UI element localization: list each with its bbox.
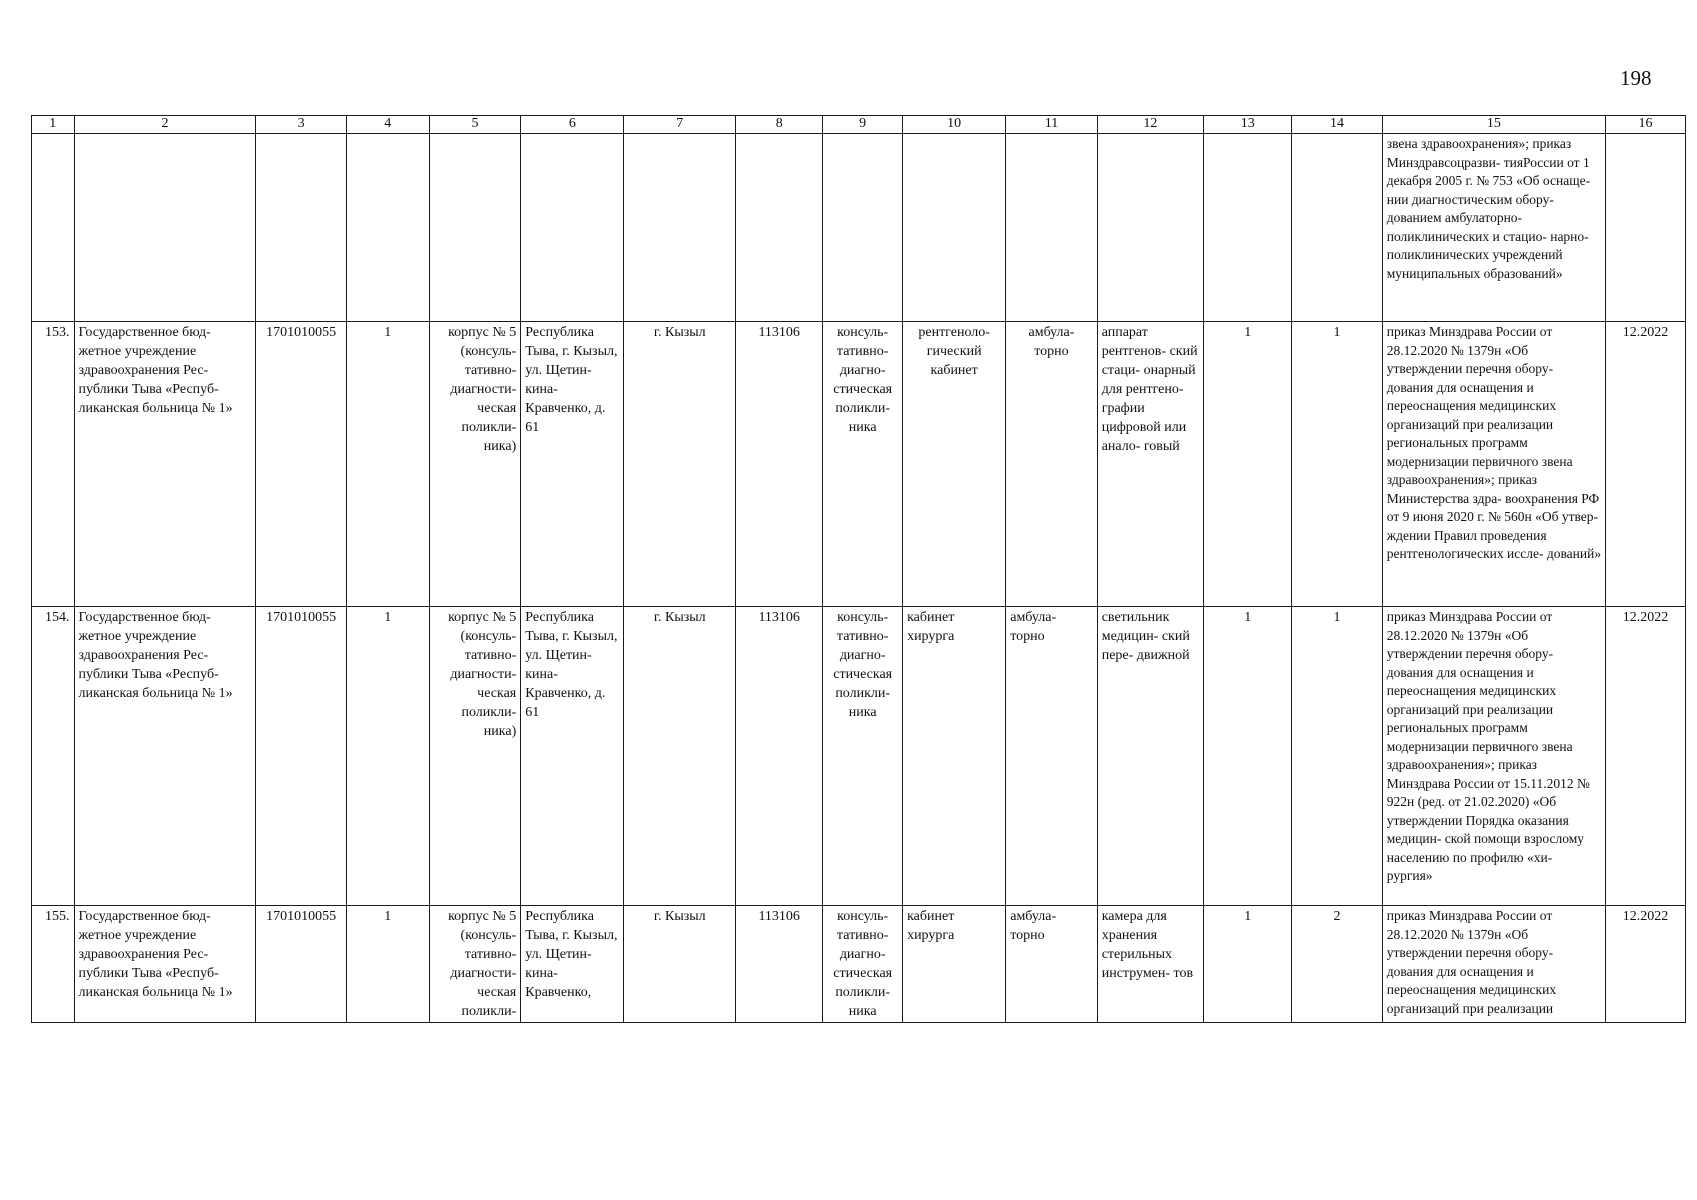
table-row [32, 906, 1686, 1023]
column-header: 6 [521, 116, 624, 134]
quantity-cell: 1 [1204, 322, 1292, 607]
code-cell: 1701010055 [256, 322, 346, 607]
empty-cell [256, 134, 346, 322]
table-row [32, 607, 1686, 906]
organization-cell: Государственное бюд- жетное учреждение здравоохранения Рес- публики Тыва «Респуб- ликанская больница № 1» [74, 607, 256, 906]
empty-cell [346, 134, 429, 322]
city-cell: г. Кызыл [624, 322, 736, 607]
count-cell: 1 [346, 322, 429, 607]
column-header: 10 [903, 116, 1006, 134]
empty-cell [521, 134, 624, 322]
basis-cell: приказ Минздрава России от 28.12.2020 № 1379н «Об утверждении перечня обору- дования для оснащения и переоснащения медицинских организаций при реализации региональных программ модернизации первичного звена здравоохранения»; приказ Минздрава России от 15.11.2012 № 922н (ред. от 21.02.2020) «Об утверждении Порядка оказания медицин- ской помощи взрослому населению по профилю «хи- рургия» [1382, 607, 1605, 906]
empty-cell [903, 134, 1006, 322]
column-header: 1 [32, 116, 75, 134]
empty-cell [74, 134, 256, 322]
empty-cell [1292, 134, 1382, 322]
column-header: 11 [1006, 116, 1097, 134]
address-cell: Республика Тыва, г. Кызыл, ул. Щетин- кина- Кравченко, [521, 906, 624, 1023]
empty-cell [1204, 134, 1292, 322]
mode-cell: амбула- торно [1006, 322, 1097, 607]
organization-cell: Государственное бюд- жетное учреждение здравоохранения Рес- публики Тыва «Респуб- ликанская больница № 1» [74, 322, 256, 607]
empty-cell [624, 134, 736, 322]
column-header: 13 [1204, 116, 1292, 134]
column-header: 2 [74, 116, 256, 134]
empty-cell [1606, 134, 1686, 322]
equipment-cell: светильник медицин- ский пере- движной [1097, 607, 1203, 906]
date-cell: 12.2022 [1606, 906, 1686, 1023]
building-cell: корпус № 5 (консуль- тативно- диагности- ческая поликли- [429, 906, 520, 1023]
city-cell: г. Кызыл [624, 906, 736, 1023]
date-cell: 12.2022 [1606, 322, 1686, 607]
column-header: 5 [429, 116, 520, 134]
column-header: 7 [624, 116, 736, 134]
column-header: 12 [1097, 116, 1203, 134]
row-number: 154. [32, 607, 75, 906]
page-number: 198 [1620, 66, 1652, 90]
quantity-cell: 1 [1204, 607, 1292, 906]
count-cell: 1 [346, 607, 429, 906]
room-cell: рентгеноло- гический кабинет [903, 322, 1006, 607]
address-cell: Республика Тыва, г. Кызыл, ул. Щетин- кина- Кравченко, д. 61 [521, 607, 624, 906]
okpo-cell: 113106 [736, 322, 823, 607]
empty-cell [1097, 134, 1203, 322]
empty-cell [823, 134, 903, 322]
empty-cell [1006, 134, 1097, 322]
column-header: 8 [736, 116, 823, 134]
basis-cell: приказ Минздрава России от 28.12.2020 № 1379н «Об утверждении перечня обору- дования для оснащения и переоснащения медицинских организаций при реализации региональных программ модернизации первичного звена здравоохранения»; приказ Министерства здра- воохранения РФ от 9 июня 2020 г. № 560н «Об утвер- ждении Правил проведения рентгенологических иссле- дований» [1382, 322, 1605, 607]
address-cell: Республика Тыва, г. Кызыл, ул. Щетин- кина- Кравченко, д. 61 [521, 322, 624, 607]
empty-cell [736, 134, 823, 322]
column-header: 3 [256, 116, 346, 134]
code-cell: 1701010055 [256, 906, 346, 1023]
city-cell: г. Кызыл [624, 607, 736, 906]
mode-cell: амбула- торно [1006, 906, 1097, 1023]
okpo-cell: 113106 [736, 607, 823, 906]
equipment-cell: камера для хранения стерильных инструмен- тов [1097, 906, 1203, 1023]
division-cell: консуль- тативно- диагно- стическая поликли- ника [823, 607, 903, 906]
column-header: 4 [346, 116, 429, 134]
table-row [32, 322, 1686, 607]
table-row-continuation [32, 134, 1686, 322]
room-cell: кабинет хирурга [903, 607, 1006, 906]
table-header-row [32, 116, 1686, 134]
mode-cell: амбула- торно [1006, 607, 1097, 906]
building-cell: корпус № 5 (консуль- тативно- диагности- ческая поликли- ника) [429, 607, 520, 906]
date-cell: 12.2022 [1606, 607, 1686, 906]
row-number: 155. [32, 906, 75, 1023]
quantity-cell: 1 [1292, 607, 1382, 906]
empty-cell [429, 134, 520, 322]
organization-cell: Государственное бюд- жетное учреждение здравоохранения Рес- публики Тыва «Респуб- ликанская больница № 1» [74, 906, 256, 1023]
division-cell: консуль- тативно- диагно- стическая поликли- ника [823, 322, 903, 607]
quantity-cell: 2 [1292, 906, 1382, 1023]
basis-cell: приказ Минздрава России от 28.12.2020 № 1379н «Об утверждении перечня обору- дования для оснащения и переоснащения медицинских организаций при реализации [1382, 906, 1605, 1023]
column-header: 14 [1292, 116, 1382, 134]
column-header: 16 [1606, 116, 1686, 134]
basis-cell: звена здравоохранения»; приказ Минздравсоцразви- тияРоссии от 1 декабря 2005 г. № 753 «Об оснаще- нии диагностическим обору- дованием амбулаторно- поликлинических и стацио- нарно-поликлинических учреждений муниципальных образований» [1382, 134, 1605, 322]
count-cell: 1 [346, 906, 429, 1023]
column-header: 9 [823, 116, 903, 134]
division-cell: консуль- тативно- диагно- стическая поликли- ника [823, 906, 903, 1023]
code-cell: 1701010055 [256, 607, 346, 906]
quantity-cell: 1 [1292, 322, 1382, 607]
equipment-table [31, 115, 1686, 1023]
quantity-cell: 1 [1204, 906, 1292, 1023]
row-number: 153. [32, 322, 75, 607]
column-header: 15 [1382, 116, 1605, 134]
equipment-cell: аппарат рентгенов- ский стаци- онарный для рентгено- графии цифровой или анало- говый [1097, 322, 1203, 607]
building-cell: корпус № 5 (консуль- тативно- диагности- ческая поликли- ника) [429, 322, 520, 607]
room-cell: кабинет хирурга [903, 906, 1006, 1023]
empty-cell [32, 134, 75, 322]
okpo-cell: 113106 [736, 906, 823, 1023]
